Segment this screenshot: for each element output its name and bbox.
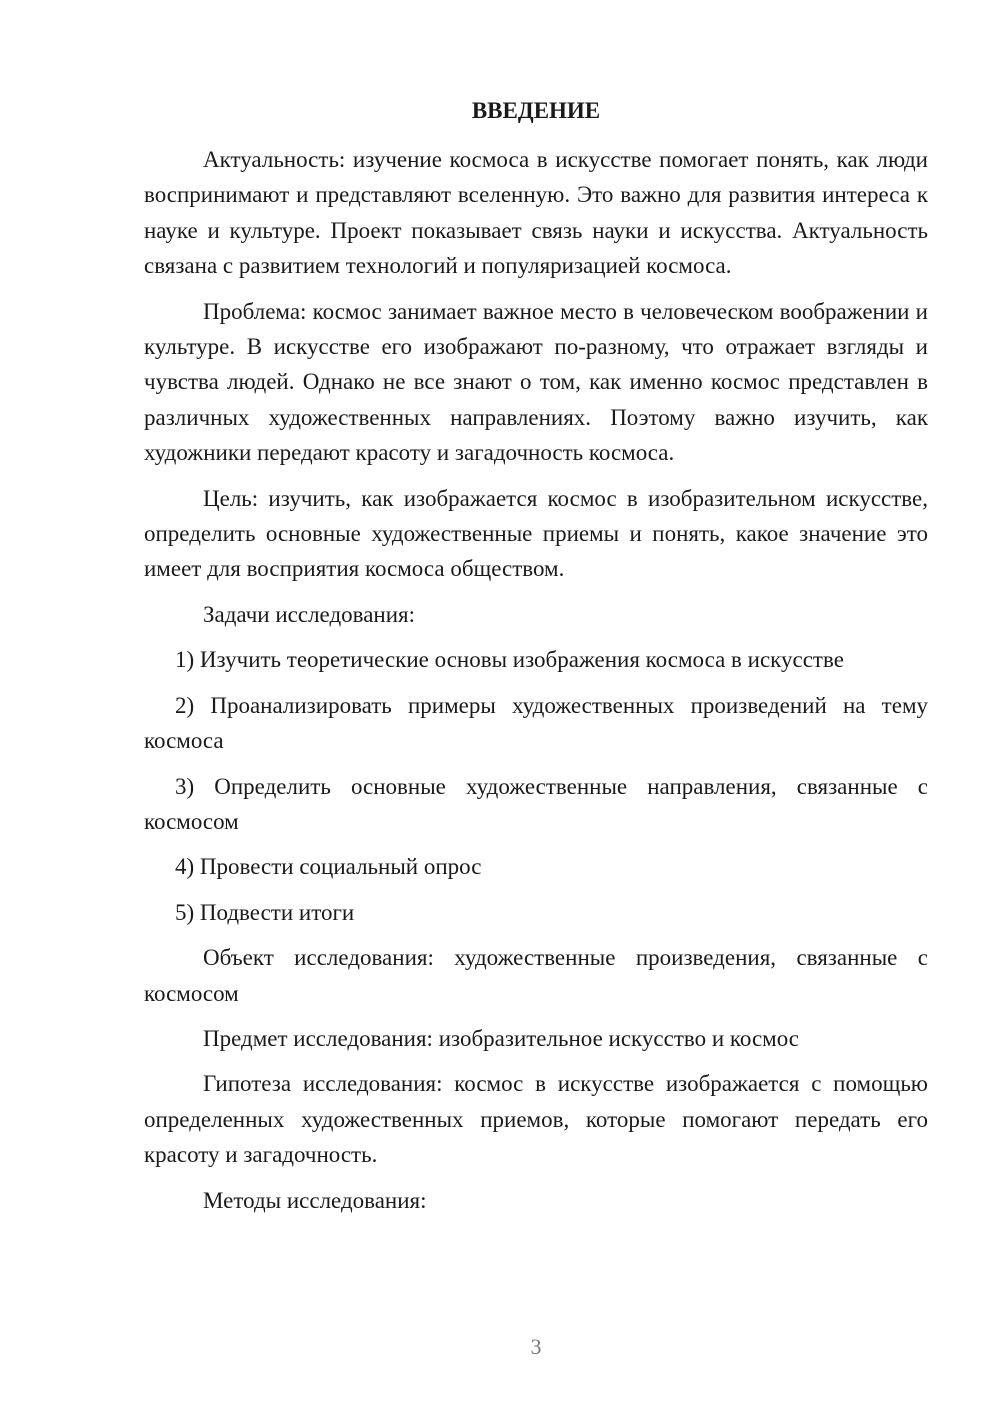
task-item: 1) Изучить теоретические основы изображения космоса в искусстве bbox=[175, 647, 844, 673]
task-item: 4) Провести социальный опрос bbox=[175, 854, 482, 880]
paragraph-hypothesis: Гипотеза исследования: космос в искусстве изображается с помощью определенных художественных приемов, которые помогают передать его красоту и загадочность. bbox=[144, 1071, 928, 1168]
paragraph-subject: Предмет исследования: изобразительное искусство и космос bbox=[203, 1025, 800, 1051]
paragraph-goal: Цель: изучить, как изображается космос в изобразительном искусстве, определить основные художественные приемы и понять, какое значение это имеет для восприятия космоса обществом. bbox=[144, 485, 928, 582]
section-heading: ВВЕДЕНИЕ bbox=[471, 98, 601, 123]
paragraph-relevance: Актуальность: изучение космоса в искусстве помогает понять, как люди воспринимают и представляют вселенную. Это важно для развития интереса к науке и культуре. Проект показывает связь науки и искусства. Актуальность связана с развитием технологий и популяризацией космоса. bbox=[144, 147, 928, 279]
task-item: 3) Определить основные художественные направления, связанные с космосом bbox=[144, 773, 928, 834]
task-item: 5) Подвести итоги bbox=[175, 899, 355, 925]
paragraph-methods: Методы исследования: bbox=[203, 1187, 427, 1213]
page-number: 3 bbox=[530, 1334, 542, 1359]
paragraph-object: Объект исследования: художественные произведения, связанные с космосом bbox=[144, 945, 928, 1006]
paragraph-tasks-heading: Задачи исследования: bbox=[203, 601, 416, 627]
task-item: 2) Проанализировать примеры художественных произведений на тему космоса bbox=[144, 692, 928, 754]
paragraph-problem: Проблема: космос занимает важное место в человеческом воображении и культуре. В искусстве его изображают по-разному, что отражает взгляды и чувства людей. Однако не все знают о том, как именно космос представлен в различных художественных направлениях. Поэтому важно изучить, как художники передают красоту и загадочность космоса. bbox=[144, 298, 928, 466]
body-text bbox=[144, 142, 928, 1228]
